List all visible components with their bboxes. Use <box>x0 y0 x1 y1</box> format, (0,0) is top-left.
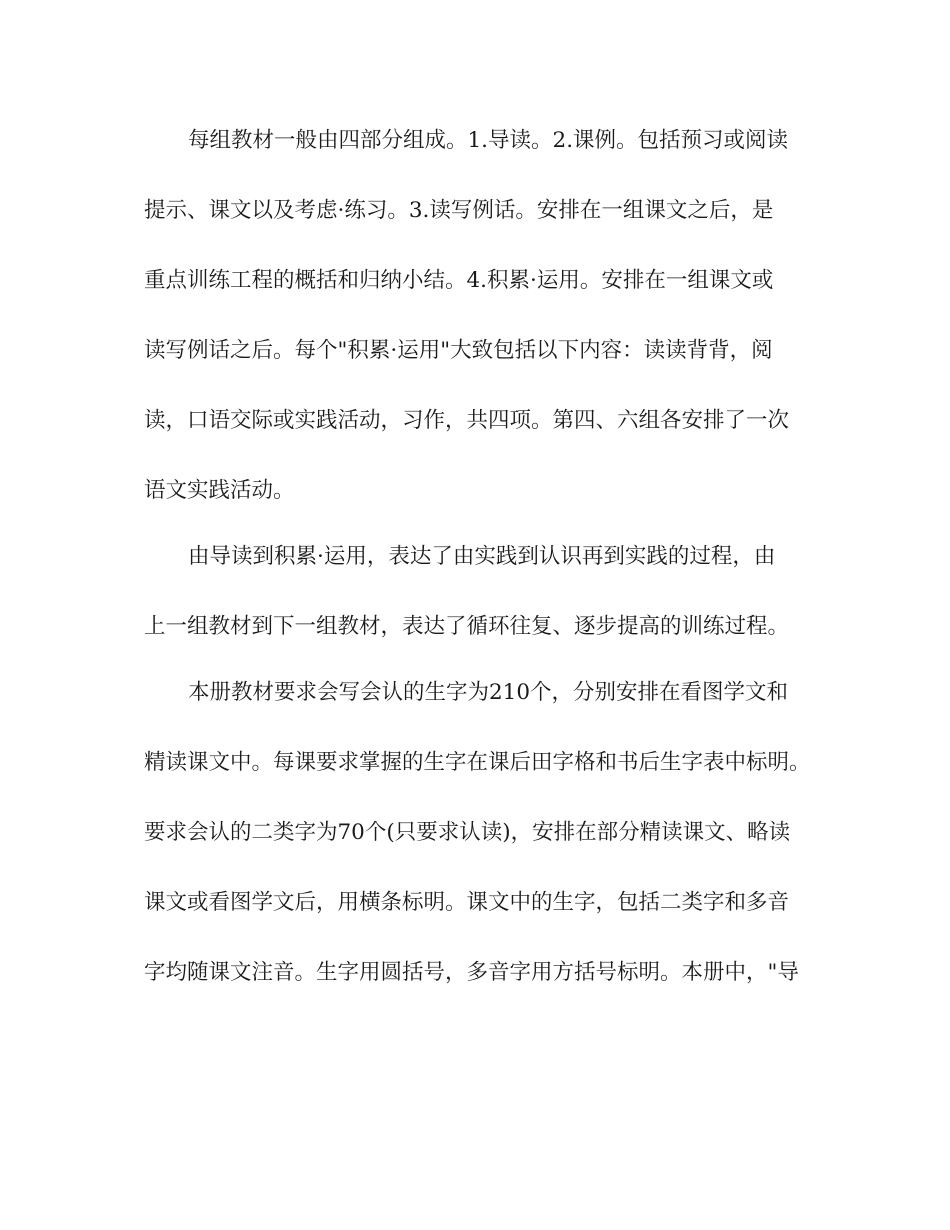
paragraph-3-line-1: 本册教材要求会写会认的生字为210个，分别安排在看图学文和 <box>188 680 789 705</box>
paragraph-3-line-4: 课文或看图学文后，用横条标明。课文中的生字，包括二类字和多音 <box>144 890 790 915</box>
paragraph-1-line-1: 每组教材一般由四部分组成。1.导读。2.课例。包括预习或阅读 <box>188 128 789 153</box>
paragraph-1-line-4: 读写例话之后。每个"积累·运用"大致包括以下内容：读读背背，阅 <box>144 338 773 363</box>
paragraph-2-line-2: 上一组教材到下一组教材，表达了循环往复、逐步提高的训练过程。 <box>144 614 790 639</box>
paragraph-1-line-5: 读，口语交际或实践活动，习作，共四项。第四、六组各安排了一次 <box>144 408 790 433</box>
paragraph-1-line-3: 重点训练工程的概括和归纳小结。4.积累·运用。安排在一组课文或 <box>144 268 774 293</box>
paragraph-3-line-2: 精读课文中。每课要求掌握的生字在课后田字格和书后生字表中标明。 <box>144 750 811 775</box>
paragraph-1-line-2: 提示、课文以及考虑·练习。3.读写例话。安排在一组课文之后，是 <box>144 198 774 223</box>
paragraph-3-line-3: 要求会认的二类字为70个(只要求认读)，安排在部分精读课文、略读 <box>144 820 791 845</box>
paragraph-1-line-6: 语文实践活动。 <box>144 478 295 503</box>
paragraph-2-line-1: 由导读到积累·运用，表达了由实践到认识再到实践的过程，由 <box>188 544 776 569</box>
paragraph-3-line-5: 字均随课文注音。生字用圆括号，多音字用方括号标明。本册中，"导 <box>144 960 799 985</box>
